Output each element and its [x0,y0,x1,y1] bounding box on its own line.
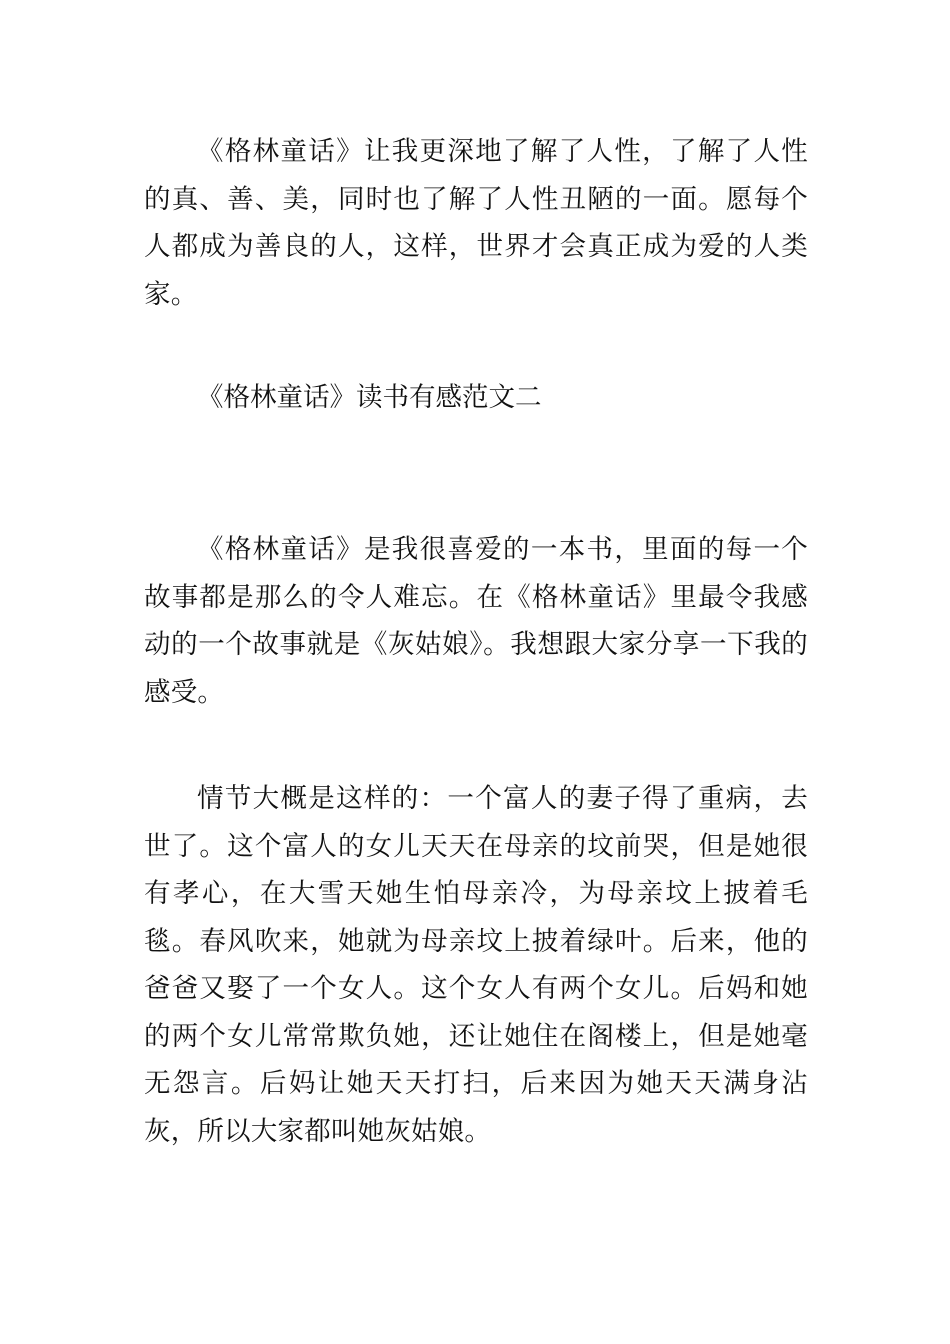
paragraph-plot: 情节大概是这样的：一个富人的妻子得了重病，去世了。这个富人的女儿天天在母亲的坟前哭，但是她很有孝心，在大雪天她生怕母亲冷，为母亲坟上披着毛毯。春风吹来，她就为母亲坟上披着绿叶。后来，他的爸爸又娶了一个女人。这个女人有两个女儿。后妈和她的两个女儿常常欺负她，还让她住在阁楼上，但是她毫无怨言。后妈让她天天打扫，后来因为她天天满身沾灰，所以大家都叫她灰姑娘。 [144,783,808,1147]
paragraph-conclusion: 《格林童话》让我更深地了解了人性，了解了人性的真、善、美，同时也了解了人性丑陋的一面。愿每个人都成为善良的人，这样，世界才会真正成为爱的人类家。 [144,136,808,310]
paragraph-intro: 《格林童话》是我很喜爱的一本书，里面的每一个故事都是那么的令人难忘。在《格林童话》里最令我感动的一个故事就是《灰姑娘》。我想跟大家分享一下我的感受。 [144,534,808,708]
section-heading: 《格林童话》读书有感范文二 [197,382,542,413]
